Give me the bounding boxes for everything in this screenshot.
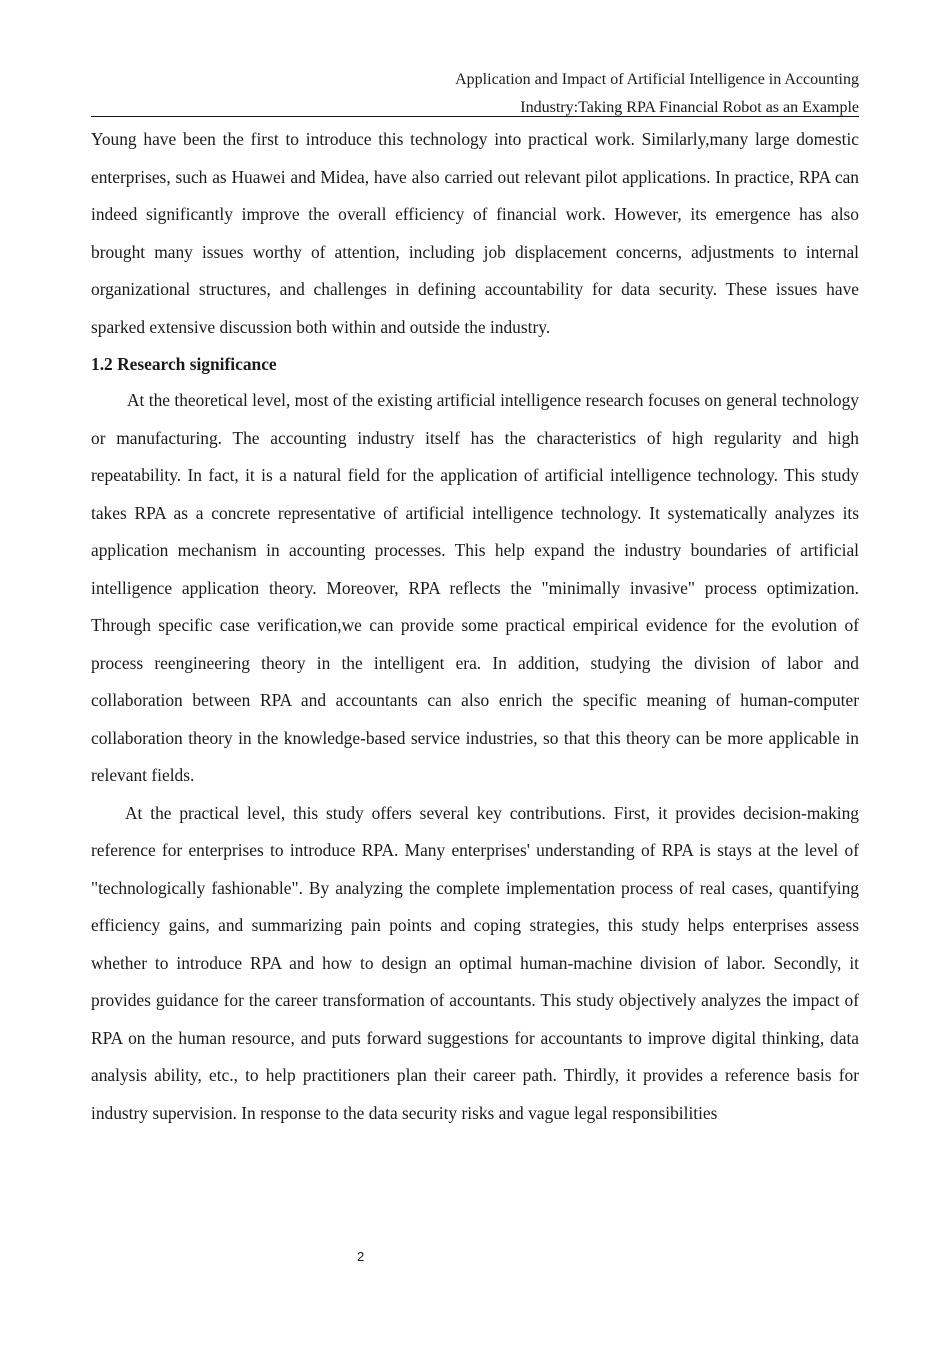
paragraph-practical-level: At the practical level, this study offers several key contributions. First, it provides decision-making reference for enterprises to introduce RPA. Many enterprises' understanding of RPA is stays at the level of "technologically fashionable". By analyzing the complete implementation process of real cases, quantifying efficiency gains, and summarizing pain points and coping strategies, this study helps enterprises assess whether to introduce RPA and how to design an optimal human-machine division of labor. Secondly, it provides guidance for the career transformation of accountants. This study objectively analyzes the impact of RPA on the human resource, and puts forward suggestions for accountants to improve digital thinking, data analysis ability, etc., to help practitioners plan their career path. Thirdly, it provides a reference basis for industry supervision. In response to the data security risks and vague legal responsibilities xyxy=(91,802,859,1123)
paragraph-continued: Young have been the first to introduce this technology into practical work. Similarly,many large domestic enterprises, such as Huawei and Midea, have also carried out relevant pilot applications. In practice, RPA can indeed significantly improve the overall efficiency of financial work. However, its emergence has also brought many issues worthy of attention, including job displacement concerns, adjustments to internal organizational structures, and challenges in defining accountability for data security. These issues have sparked extensive discussion both within and outside the industry. xyxy=(91,129,859,337)
section-heading: 1.2 Research significance xyxy=(91,354,277,374)
page-number: 2 xyxy=(357,1249,365,1264)
page-body xyxy=(91,121,859,1132)
running-header-line-2: Industry:Taking RPA Financial Robot as an Example xyxy=(520,99,859,116)
paragraph-theoretical-level: At the theoretical level, most of the existing artificial intelligence research focuses on general technology or manufacturing. The accounting industry itself has the characteristics of high regularity and high repeatability. In fact, it is a natural field for the application of artificial intelligence technology. This study takes RPA as a concrete representative of artificial intelligence technology. It systematically analyzes its application mechanism in accounting processes. This help expand the industry boundaries of artificial intelligence application theory. Moreover, RPA reflects the "minimally invasive" process optimization. Through specific case verification,we can provide some practical empirical evidence for the evolution of process reengineering theory in the intelligent era. In addition, studying the division of labor and collaboration between RPA and accountants can also enrich the specific meaning of human-computer collaboration theory in the knowledge-based service industries, so that this theory can be more applicable in relevant fields. xyxy=(91,390,859,785)
running-header-line-1: Application and Impact of Artificial Intelligence in Accounting xyxy=(455,71,859,88)
running-header xyxy=(91,66,859,122)
header-rule xyxy=(91,116,859,117)
